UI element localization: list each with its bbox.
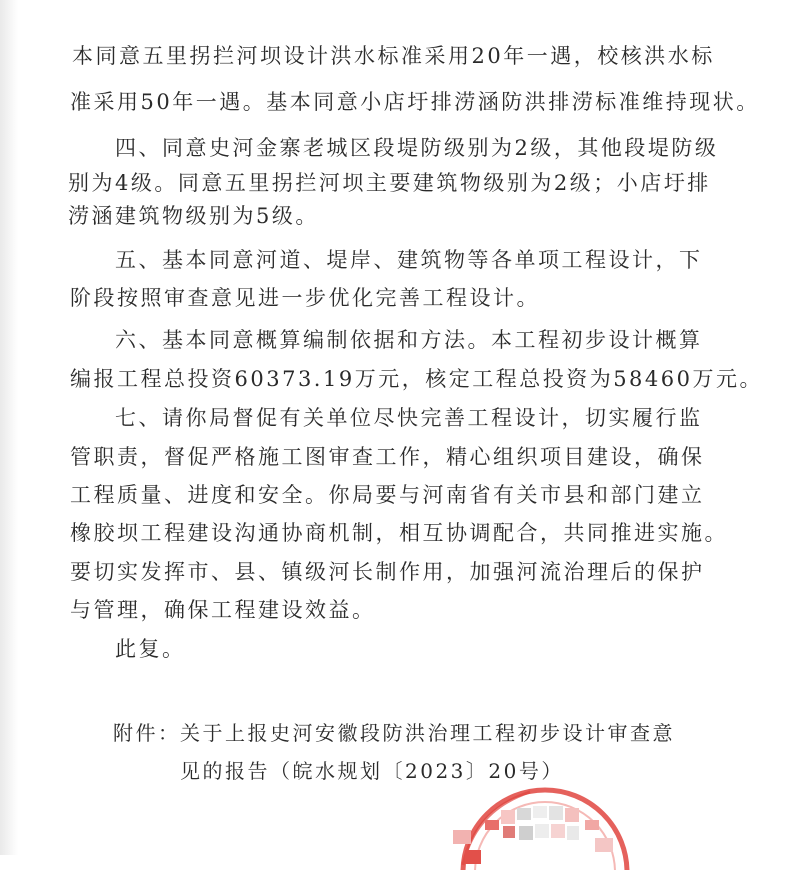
body-line: 本同意五里拐拦河坝设计洪水标准采用20年一遇，校核洪水标 [72, 44, 715, 68]
official-seal-pixelated [445, 780, 635, 870]
body-line: 要切实发挥市、县、镇级河长制作用，加强河流治理后的保护 [70, 560, 705, 584]
body-line: 七、请你局督促有关单位尽快完善工程设计，切实履行监 [115, 406, 703, 430]
body-line: 别为4级。同意五里拐拦河坝主要建筑物级别为2级；小店圩排 [68, 171, 711, 195]
body-line: 橡胶坝工程建设沟通协商机制，相互协调配合，共同推进实施。 [70, 521, 728, 545]
body-line: 阶段按照审查意见进一步优化完善工程设计。 [70, 286, 540, 310]
attachment-label: 附件： [113, 721, 181, 745]
body-line: 涝涵建筑物级别为5级。 [68, 204, 319, 228]
body-line: 管职责，督促严格施工图审查工作，精心组织项目建设，确保 [70, 445, 705, 469]
attachment-title-line2: 见的报告（皖水规划〔2023〕20号） [180, 759, 564, 783]
body-line: 五、基本同意河道、堤岸、建筑物等各单项工程设计，下 [115, 248, 703, 272]
body-line: 六、基本同意概算编制依据和方法。本工程初步设计概算 [115, 328, 703, 352]
body-line: 编报工程总投资60373.19万元，核定工程总投资为58460万元。 [70, 367, 764, 391]
closing-line: 此复。 [115, 637, 186, 661]
body-line: 工程质量、进度和安全。你局要与河南省有关市县和部门建立 [70, 483, 705, 507]
body-line: 与管理，确保工程建设效益。 [70, 598, 376, 622]
body-line: 准采用50年一遇。基本同意小店圩排涝涵防洪排涝标准维持现状。 [70, 90, 760, 114]
body-line: 四、同意史河金寨老城区段堤防级别为2级，其他段堤防级 [115, 136, 719, 160]
attachment-title-line1: 关于上报史河安徽段防洪治理工程初步设计审查意 [180, 721, 675, 745]
